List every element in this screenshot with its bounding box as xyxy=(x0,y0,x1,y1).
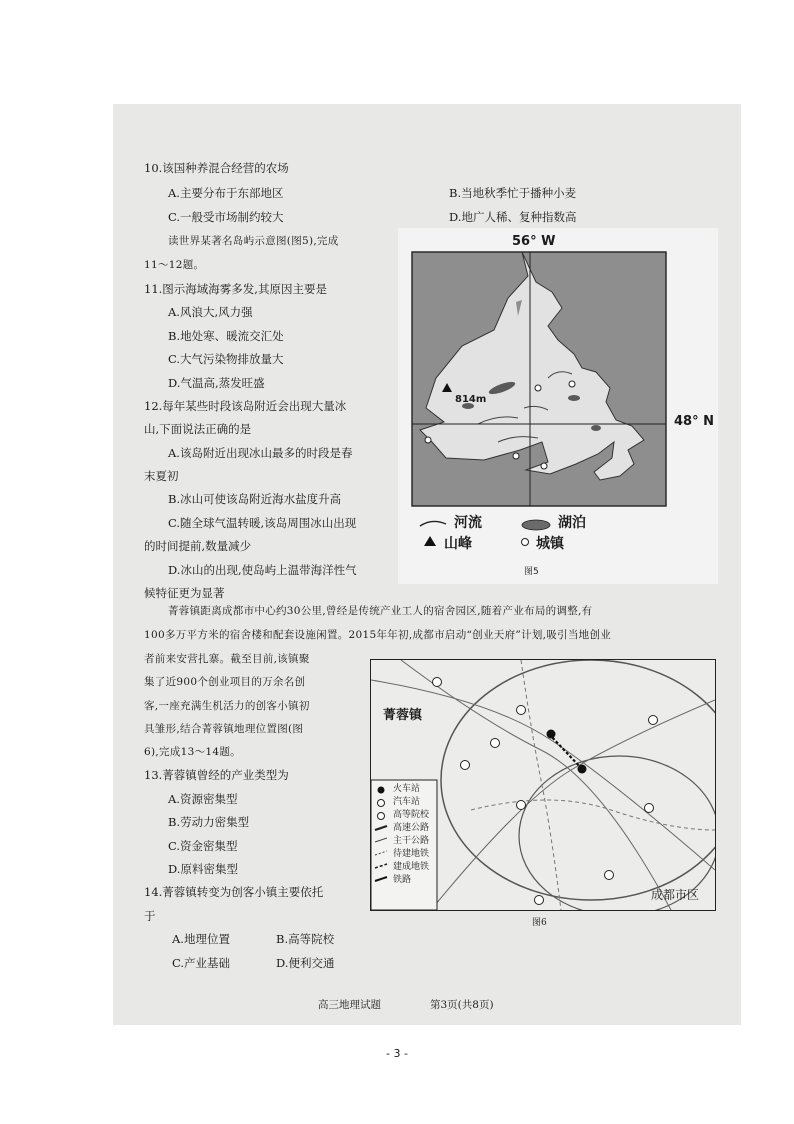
q11-option-a: A.风浪大,风力强 xyxy=(168,305,253,319)
passage-line-5: 客,一座充满生机活力的创客小镇初 xyxy=(144,700,310,712)
q11-option-d: D.气温高,蒸发旺盛 xyxy=(168,376,265,390)
passage-line-6: 具雏形,结合菁蓉镇地理位置图(图 xyxy=(144,723,304,735)
q12-option-a-line2: 末夏初 xyxy=(144,469,179,483)
peak-elevation-label: 814m xyxy=(455,394,487,405)
q12-option-c-line1: C.随全球气温转暖,该岛周围冰山出现 xyxy=(168,516,357,530)
latitude-label: 48° N xyxy=(674,414,714,429)
legend-expressway: 高速公路 xyxy=(393,823,430,833)
legend-river-label: 河流 xyxy=(454,515,482,531)
q10-option-a: A.主要分布于东部地区 xyxy=(168,186,284,200)
q12-option-b: B.冰山可使该岛附近海水盐度升高 xyxy=(168,492,342,506)
figure-5 xyxy=(398,228,718,584)
figure-5-caption: 图5 xyxy=(524,567,539,577)
q14-option-a: A.地理位置 xyxy=(172,932,230,946)
passage-line-1: 菁蓉镇距离成都市中心约30公里,曾经是传统产业工人的宿舍园区,随着产业布局的调整,有 xyxy=(168,605,593,617)
q14-stem-line2: 于 xyxy=(144,909,156,923)
jingrong-town-label: 菁蓉镇 xyxy=(383,708,423,723)
passage-line-4: 集了近900个创业项目的万余名创 xyxy=(144,676,306,688)
q13-option-c: C.资金密集型 xyxy=(168,839,238,853)
q14-option-c: C.产业基础 xyxy=(172,956,231,970)
q11-option-b: B.地处寒、暖流交汇处 xyxy=(168,329,284,343)
q14-option-d: D.便利交通 xyxy=(276,956,335,970)
q10-stem: 10.该国种养混合经营的农场 xyxy=(144,161,289,175)
longitude-label: 56° W xyxy=(512,234,556,249)
legend-bus-station: 汽车站 xyxy=(393,797,421,807)
page-count-footer: 第3页(共8页) xyxy=(430,999,494,1011)
legend-peak-label: 山峰 xyxy=(444,536,472,552)
q13-option-b: B.劳动力密集型 xyxy=(168,815,250,829)
page-number: - 3 - xyxy=(386,1047,408,1060)
q12-option-d-line2: 候特征更为显著 xyxy=(144,586,225,600)
q13-stem: 13.菁蓉镇曾经的产业类型为 xyxy=(144,768,289,782)
legend-main-road: 主干公路 xyxy=(393,836,430,846)
q14-option-b: B.高等院校 xyxy=(276,932,335,946)
q11-stem: 11.图示海域海雾多发,其原因主要是 xyxy=(144,282,327,296)
q12-stem-line1: 12.每年某些时段该岛附近会出现大量冰 xyxy=(144,399,347,413)
q11-option-c: C.大气污染物排放量大 xyxy=(168,352,284,366)
q12-option-d-line1: D.冰山的出现,使岛屿上温带海洋性气 xyxy=(168,563,357,577)
legend-planned-metro: 待建地铁 xyxy=(393,849,430,859)
intro-line-2: 11～12题。 xyxy=(144,259,205,271)
chengdu-city-label: 成都市区 xyxy=(651,888,700,902)
legend-university: 高等院校 xyxy=(393,810,430,820)
figure-6 xyxy=(370,659,716,911)
q13-option-a: A.资源密集型 xyxy=(168,792,238,806)
passage-line-3: 者前来安营扎寨。截至目前,该镇聚 xyxy=(144,653,310,665)
q12-option-a-line1: A.该岛附近出现冰山最多的时段是春 xyxy=(168,446,353,460)
q14-stem-line1: 14.菁蓉镇转变为创客小镇主要依托 xyxy=(144,885,324,899)
legend-lake-label: 湖泊 xyxy=(558,515,586,531)
passage-line-2: 100多万平方米的宿舍楼和配套设施闲置。2015年年初,成都市启动“创业天府”计划,吸引当地创业 xyxy=(144,629,612,641)
figure-6-caption: 图6 xyxy=(532,918,547,928)
q12-stem-line2: 山,下面说法正确的是 xyxy=(144,422,252,436)
legend-railway-station: 火车站 xyxy=(393,784,421,794)
exam-title-footer: 高三地理试题 xyxy=(318,999,381,1011)
legend-railway: 铁路 xyxy=(393,875,412,885)
q13-option-d: D.原料密集型 xyxy=(168,862,238,876)
legend-built-metro: 建成地铁 xyxy=(393,862,430,872)
q12-option-c-line2: 的时间提前,数量减少 xyxy=(144,539,252,553)
passage-line-7: 6),完成13～14题。 xyxy=(144,746,241,758)
q10-option-d: D.地广人稀、复种指数高 xyxy=(449,210,577,224)
q10-option-b: B.当地秋季忙于播种小麦 xyxy=(449,186,577,200)
intro-line-1: 读世界某著名岛屿示意图(图5),完成 xyxy=(168,235,339,247)
legend-town-label: 城镇 xyxy=(536,536,564,552)
q10-option-c: C.一般受市场制约较大 xyxy=(168,210,284,224)
